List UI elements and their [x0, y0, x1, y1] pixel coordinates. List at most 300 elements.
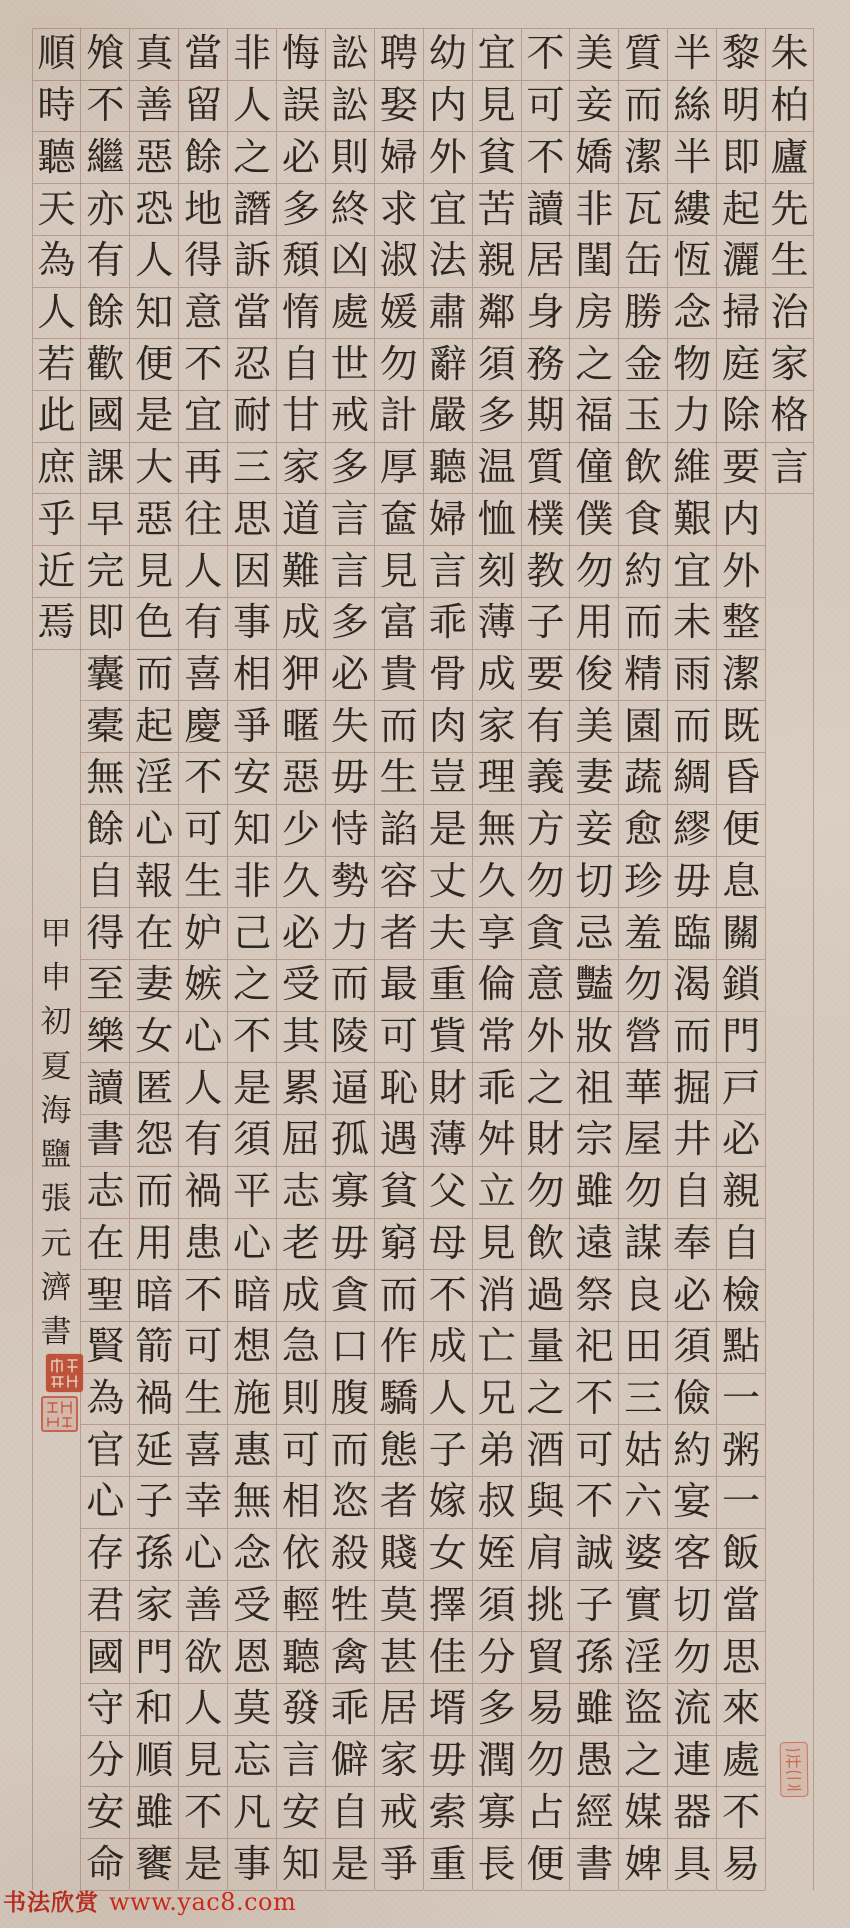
char-cell — [570, 391, 618, 443]
char-cell — [619, 1425, 667, 1477]
char-cell — [424, 650, 472, 702]
calligraphy-glyph: 富 — [379, 600, 418, 645]
char-cell — [570, 29, 618, 81]
calligraphy-glyph: 非 — [233, 858, 272, 903]
calligraphy-glyph: 外 — [526, 1014, 565, 1059]
calligraphy-glyph: 歡 — [86, 341, 125, 386]
calligraphy-glyph: 早 — [86, 496, 125, 541]
calligraphy-glyph: 母 — [428, 1220, 467, 1265]
calligraphy-glyph: 苦 — [477, 186, 516, 231]
calligraphy-glyph: 貲 — [428, 1014, 467, 1059]
char-cell — [277, 339, 325, 391]
calligraphy-glyph: 知 — [233, 807, 272, 852]
calligraphy-glyph: 珍 — [624, 858, 663, 903]
char-cell — [668, 184, 716, 236]
char-cell — [277, 29, 325, 81]
calligraphy-glyph: 毋 — [428, 1738, 467, 1783]
char-cell — [277, 1012, 325, 1064]
calligraphy-glyph: 肅 — [428, 289, 467, 334]
char-cell — [228, 908, 276, 960]
char-cell — [619, 1063, 667, 1115]
char-cell — [570, 184, 618, 236]
char-cell — [424, 1425, 472, 1477]
char-cell — [81, 1012, 129, 1064]
char-cell — [179, 598, 227, 650]
char-cell — [375, 960, 423, 1012]
char-cell — [228, 81, 276, 133]
calligraphy-glyph: 園 — [624, 703, 663, 748]
calligraphy-glyph: 恃 — [330, 807, 369, 852]
calligraphy-glyph: 飯 — [722, 1531, 761, 1576]
char-cell — [424, 391, 472, 443]
char-cell — [570, 1270, 618, 1322]
char-cell — [619, 1322, 667, 1374]
calligraphy-glyph: 便 — [526, 1841, 565, 1886]
char-cell — [522, 1839, 570, 1891]
calligraphy-glyph: 想 — [233, 1324, 272, 1369]
char-cell — [130, 701, 178, 753]
char-cell — [375, 1270, 423, 1322]
calligraphy-glyph: 勿 — [526, 1738, 565, 1783]
calligraphy-glyph: 而 — [673, 1014, 712, 1059]
char-cell — [277, 908, 325, 960]
calligraphy-glyph: 念 — [233, 1531, 272, 1576]
char-cell — [130, 391, 178, 443]
calligraphy-glyph: 非 — [233, 31, 272, 76]
char-cell — [130, 1425, 178, 1477]
char-cell — [375, 1115, 423, 1167]
char-cell — [473, 650, 521, 702]
calligraphy-glyph: 子 — [428, 1427, 467, 1472]
signature-char: 甲 — [40, 915, 72, 952]
calligraphy-glyph: 無 — [477, 807, 516, 852]
calligraphy-glyph: 勿 — [526, 1169, 565, 1214]
char-cell — [326, 29, 374, 81]
calligraphy-glyph: 質 — [624, 31, 663, 76]
char-cell — [375, 1839, 423, 1891]
char-cell — [375, 1012, 423, 1064]
char-cell — [570, 81, 618, 133]
char-cell — [668, 1012, 716, 1064]
calligraphy-glyph: 夫 — [428, 910, 467, 955]
char-cell — [326, 960, 374, 1012]
calligraphy-glyph: 常 — [477, 1014, 516, 1059]
char-cell — [668, 1581, 716, 1633]
watermark — [3, 1884, 296, 1917]
calligraphy-glyph: 生 — [184, 1376, 223, 1421]
char-cell — [375, 29, 423, 81]
calligraphy-glyph: 之 — [624, 1738, 663, 1783]
char-cell — [717, 1374, 765, 1426]
char-cell — [668, 1167, 716, 1219]
calligraphy-glyph: 廬 — [770, 134, 809, 179]
char-cell — [277, 1787, 325, 1839]
char-cell — [179, 1529, 227, 1581]
char-cell — [473, 857, 521, 909]
char-cell — [130, 1581, 178, 1633]
calligraphy-glyph: 不 — [575, 1479, 614, 1524]
char-cell — [277, 1477, 325, 1529]
calligraphy-glyph: 壻 — [428, 1686, 467, 1731]
char-cell — [81, 391, 129, 443]
char-cell — [619, 1477, 667, 1529]
char-cell — [326, 1736, 374, 1788]
char-cell — [326, 288, 374, 340]
char-cell — [473, 184, 521, 236]
char-cell — [326, 598, 374, 650]
calligraphy-glyph: 生 — [379, 755, 418, 800]
calligraphy-glyph: 自 — [722, 1220, 761, 1265]
calligraphy-glyph: 貪 — [330, 1272, 369, 1317]
calligraphy-glyph: 丈 — [428, 858, 467, 903]
char-cell — [522, 339, 570, 391]
calligraphy-glyph: 言 — [281, 1738, 320, 1783]
char-cell — [717, 1063, 765, 1115]
char-cell — [81, 29, 129, 81]
char-cell — [424, 494, 472, 546]
char-cell — [130, 339, 178, 391]
char-cell — [375, 1063, 423, 1115]
char-cell — [179, 1219, 227, 1271]
char-cell — [130, 288, 178, 340]
char-cell — [424, 1684, 472, 1736]
char-cell — [570, 1839, 618, 1891]
char-cell — [130, 908, 178, 960]
calligraphy-glyph: 財 — [428, 1065, 467, 1110]
char-cell — [228, 288, 276, 340]
calligraphy-glyph: 與 — [526, 1479, 565, 1524]
calligraphy-glyph: 人 — [37, 289, 76, 334]
calligraphy-glyph: 再 — [184, 445, 223, 490]
calligraphy-glyph: 作 — [379, 1324, 418, 1369]
calligraphy-glyph: 惡 — [135, 134, 174, 179]
char-cell — [375, 1581, 423, 1633]
calligraphy-glyph: 道 — [281, 496, 320, 541]
calligraphy-glyph: 井 — [673, 1117, 712, 1162]
calligraphy-glyph: 格 — [770, 393, 809, 438]
calligraphy-glyph: 媛 — [379, 289, 418, 334]
calligraphy-glyph: 朱 — [770, 31, 809, 76]
char-cell — [668, 1839, 716, 1891]
char-cell — [766, 443, 813, 495]
calligraphy-glyph: 美 — [575, 703, 614, 748]
char-cell — [473, 494, 521, 546]
char-cell — [424, 857, 472, 909]
char-cell — [473, 908, 521, 960]
char-cell — [619, 1632, 667, 1684]
calligraphy-glyph: 課 — [86, 445, 125, 490]
char-cell — [717, 1581, 765, 1633]
watermark-site-name: 书法欣赏 — [3, 1889, 99, 1916]
char-cell — [228, 857, 276, 909]
char-cell — [570, 1374, 618, 1426]
char-cell — [179, 1322, 227, 1374]
calligraphy-glyph: 之 — [233, 962, 272, 1007]
calligraphy-glyph: 餘 — [86, 289, 125, 334]
calligraphy-glyph: 婆 — [624, 1531, 663, 1576]
char-cell — [522, 1425, 570, 1477]
calligraphy-glyph: 毋 — [330, 1220, 369, 1265]
calligraphy-glyph: 繼 — [86, 134, 125, 179]
char-cell — [130, 236, 178, 288]
calligraphy-glyph: 相 — [281, 1479, 320, 1524]
char-cell — [717, 701, 765, 753]
char-cell — [277, 1736, 325, 1788]
calligraphy-glyph: 在 — [135, 910, 174, 955]
char-cell — [277, 1529, 325, 1581]
char-cell — [668, 598, 716, 650]
calligraphy-glyph: 暗 — [135, 1272, 174, 1317]
calligraphy-glyph: 父 — [428, 1169, 467, 1214]
calligraphy-glyph: 為 — [86, 1376, 125, 1421]
calligraphy-glyph: 容 — [379, 858, 418, 903]
char-cell — [522, 1787, 570, 1839]
char-cell — [717, 1529, 765, 1581]
char-cell — [81, 81, 129, 133]
calligraphy-glyph: 依 — [281, 1531, 320, 1576]
calligraphy-glyph: 地 — [184, 186, 223, 231]
char-cell — [522, 132, 570, 184]
char-cell — [473, 443, 521, 495]
char-cell — [326, 184, 374, 236]
char-cell — [81, 1736, 129, 1788]
char-cell — [424, 236, 472, 288]
char-cell — [668, 1063, 716, 1115]
calligraphy-glyph: 乖 — [477, 1065, 516, 1110]
char-cell — [570, 1012, 618, 1064]
calligraphy-glyph: 念 — [673, 289, 712, 334]
calligraphy-glyph: 餘 — [86, 807, 125, 852]
char-cell — [277, 1684, 325, 1736]
calligraphy-glyph: 勿 — [624, 962, 663, 1007]
calligraphy-glyph: 樸 — [526, 496, 565, 541]
calligraphy-glyph: 逼 — [330, 1065, 369, 1110]
calligraphy-glyph: 三 — [233, 445, 272, 490]
calligraphy-glyph: 恣 — [330, 1479, 369, 1524]
calligraphy-glyph: 人 — [428, 1376, 467, 1421]
char-cell — [424, 1322, 472, 1374]
char-cell — [228, 443, 276, 495]
calligraphy-glyph: 發 — [281, 1686, 320, 1731]
calligraphy-glyph: 訟 — [330, 83, 369, 128]
char-cell — [179, 1270, 227, 1322]
char-cell — [179, 443, 227, 495]
calligraphy-glyph: 昏 — [722, 755, 761, 800]
char-cell — [81, 598, 129, 650]
calligraphy-glyph: 客 — [673, 1531, 712, 1576]
char-cell — [570, 753, 618, 805]
char-cell — [130, 1529, 178, 1581]
char-cell — [668, 701, 716, 753]
calligraphy-glyph: 乖 — [330, 1686, 369, 1731]
calligraphy-glyph: 恤 — [477, 496, 516, 541]
calligraphy-glyph: 恥 — [379, 1065, 418, 1110]
char-cell — [81, 443, 129, 495]
char-cell — [717, 184, 765, 236]
calligraphy-glyph: 譖 — [233, 186, 272, 231]
calligraphy-glyph: 惰 — [281, 289, 320, 334]
calligraphy-glyph: 屈 — [281, 1117, 320, 1162]
char-cell — [277, 960, 325, 1012]
char-cell — [130, 598, 178, 650]
char-cell — [228, 701, 276, 753]
char-cell — [619, 1167, 667, 1219]
char-cell — [717, 1787, 765, 1839]
char-cell — [33, 184, 81, 236]
char-cell — [570, 1581, 618, 1633]
calligraphy-glyph: 妾 — [575, 83, 614, 128]
text-column-12 — [227, 28, 276, 1890]
calligraphy-glyph: 妻 — [135, 962, 174, 1007]
char-cell — [33, 29, 81, 81]
char-cell — [424, 1787, 472, 1839]
char-cell — [522, 1684, 570, 1736]
calligraphy-glyph: 人 — [184, 1686, 223, 1731]
calligraphy-glyph: 心 — [184, 1014, 223, 1059]
char-cell — [717, 1839, 765, 1891]
calligraphy-glyph: 多 — [477, 1686, 516, 1731]
calligraphy-glyph: 必 — [330, 651, 369, 696]
calligraphy-glyph: 處 — [330, 289, 369, 334]
char-cell — [326, 908, 374, 960]
calligraphy-glyph: 恐 — [135, 186, 174, 231]
calligraphy-glyph: 約 — [624, 548, 663, 593]
calligraphy-glyph: 縷 — [673, 186, 712, 231]
char-cell — [81, 1787, 129, 1839]
calligraphy-glyph: 而 — [624, 600, 663, 645]
text-column-9 — [374, 28, 423, 1890]
calligraphy-glyph: 瓦 — [624, 186, 663, 231]
char-cell — [522, 288, 570, 340]
calligraphy-glyph: 可 — [379, 1014, 418, 1059]
calligraphy-glyph: 心 — [184, 1531, 223, 1576]
calligraphy-glyph: 宜 — [477, 31, 516, 76]
calligraphy-glyph: 有 — [86, 238, 125, 283]
char-cell — [570, 1787, 618, 1839]
char-cell — [277, 443, 325, 495]
char-cell — [375, 1425, 423, 1477]
artist-seal-upper — [46, 1354, 83, 1392]
calligraphy-glyph: 須 — [477, 1582, 516, 1627]
calligraphy-glyph: 勿 — [379, 341, 418, 386]
calligraphy-glyph: 雖 — [135, 1789, 174, 1834]
calligraphy-glyph: 聽 — [37, 134, 76, 179]
char-cell — [277, 132, 325, 184]
calligraphy-glyph: 成 — [281, 600, 320, 645]
char-cell — [473, 960, 521, 1012]
char-cell — [766, 339, 813, 391]
char-cell — [668, 391, 716, 443]
calligraphy-glyph: 教 — [526, 548, 565, 593]
calligraphy-glyph: 肉 — [428, 703, 467, 748]
calligraphy-glyph: 内 — [428, 83, 467, 128]
calligraphy-glyph: 舛 — [477, 1117, 516, 1162]
calligraphy-glyph: 安 — [233, 755, 272, 800]
char-cell — [424, 805, 472, 857]
char-cell — [375, 339, 423, 391]
calligraphy-glyph: 勢 — [330, 858, 369, 903]
calligraphy-glyph: 雖 — [575, 1169, 614, 1214]
char-cell — [326, 1219, 374, 1271]
char-cell — [277, 857, 325, 909]
char-cell — [277, 598, 325, 650]
calligraphy-glyph: 起 — [722, 186, 761, 231]
calligraphy-glyph: 庶 — [37, 445, 76, 490]
calligraphy-glyph: 餘 — [184, 134, 223, 179]
char-cell — [228, 184, 276, 236]
char-cell — [81, 1684, 129, 1736]
char-cell — [33, 288, 81, 340]
char-cell — [179, 391, 227, 443]
char-cell — [522, 1322, 570, 1374]
calligraphy-glyph: 思 — [233, 496, 272, 541]
text-column-10 — [325, 28, 374, 1890]
char-cell — [130, 1632, 178, 1684]
calligraphy-glyph: 忘 — [233, 1738, 272, 1783]
char-cell — [619, 1529, 667, 1581]
calligraphy-glyph: 而 — [624, 83, 663, 128]
calligraphy-glyph: 温 — [477, 445, 516, 490]
calligraphy-glyph: 貿 — [526, 1634, 565, 1679]
char-cell — [570, 288, 618, 340]
char-cell — [375, 857, 423, 909]
calligraphy-glyph: 成 — [477, 651, 516, 696]
calligraphy-glyph: 孤 — [330, 1117, 369, 1162]
char-cell — [717, 1425, 765, 1477]
calligraphy-glyph: 宜 — [428, 186, 467, 231]
char-cell — [81, 1115, 129, 1167]
char-cell — [130, 1477, 178, 1529]
char-cell — [424, 339, 472, 391]
calligraphy-glyph: 刻 — [477, 548, 516, 593]
calligraphy-glyph: 貧 — [477, 134, 516, 179]
char-cell — [619, 1839, 667, 1891]
calligraphy-glyph: 近 — [37, 548, 76, 593]
char-cell — [326, 494, 374, 546]
char-cell — [375, 1736, 423, 1788]
calligraphy-glyph: 口 — [330, 1324, 369, 1369]
calligraphy-glyph: 志 — [86, 1169, 125, 1214]
calligraphy-glyph: 絲 — [673, 83, 712, 128]
char-cell — [473, 1839, 521, 1891]
watermark-site-url: www.yac8.com — [109, 1888, 297, 1916]
calligraphy-glyph: 三 — [624, 1376, 663, 1421]
char-cell — [717, 1632, 765, 1684]
char-cell — [619, 546, 667, 598]
calligraphy-glyph: 要 — [722, 445, 761, 490]
calligraphy-glyph: 立 — [477, 1169, 516, 1214]
calligraphy-glyph: 潤 — [477, 1738, 516, 1783]
calligraphy-glyph: 寡 — [330, 1169, 369, 1214]
char-cell — [717, 960, 765, 1012]
calligraphy-glyph: 不 — [184, 341, 223, 386]
calligraphy-glyph: 親 — [722, 1169, 761, 1214]
calligraphy-glyph: 世 — [330, 341, 369, 386]
calligraphy-glyph: 嫉 — [184, 962, 223, 1007]
calligraphy-glyph: 流 — [673, 1686, 712, 1731]
calligraphy-glyph: 房 — [575, 289, 614, 334]
calligraphy-glyph: 閨 — [575, 238, 614, 283]
char-cell — [473, 1529, 521, 1581]
char-cell — [277, 1167, 325, 1219]
char-cell — [766, 132, 813, 184]
calligraphy-glyph: 失 — [330, 703, 369, 748]
char-cell — [717, 339, 765, 391]
calligraphy-glyph: 愈 — [624, 807, 663, 852]
calligraphy-glyph: 志 — [281, 1169, 320, 1214]
char-cell — [717, 546, 765, 598]
char-cell — [717, 857, 765, 909]
